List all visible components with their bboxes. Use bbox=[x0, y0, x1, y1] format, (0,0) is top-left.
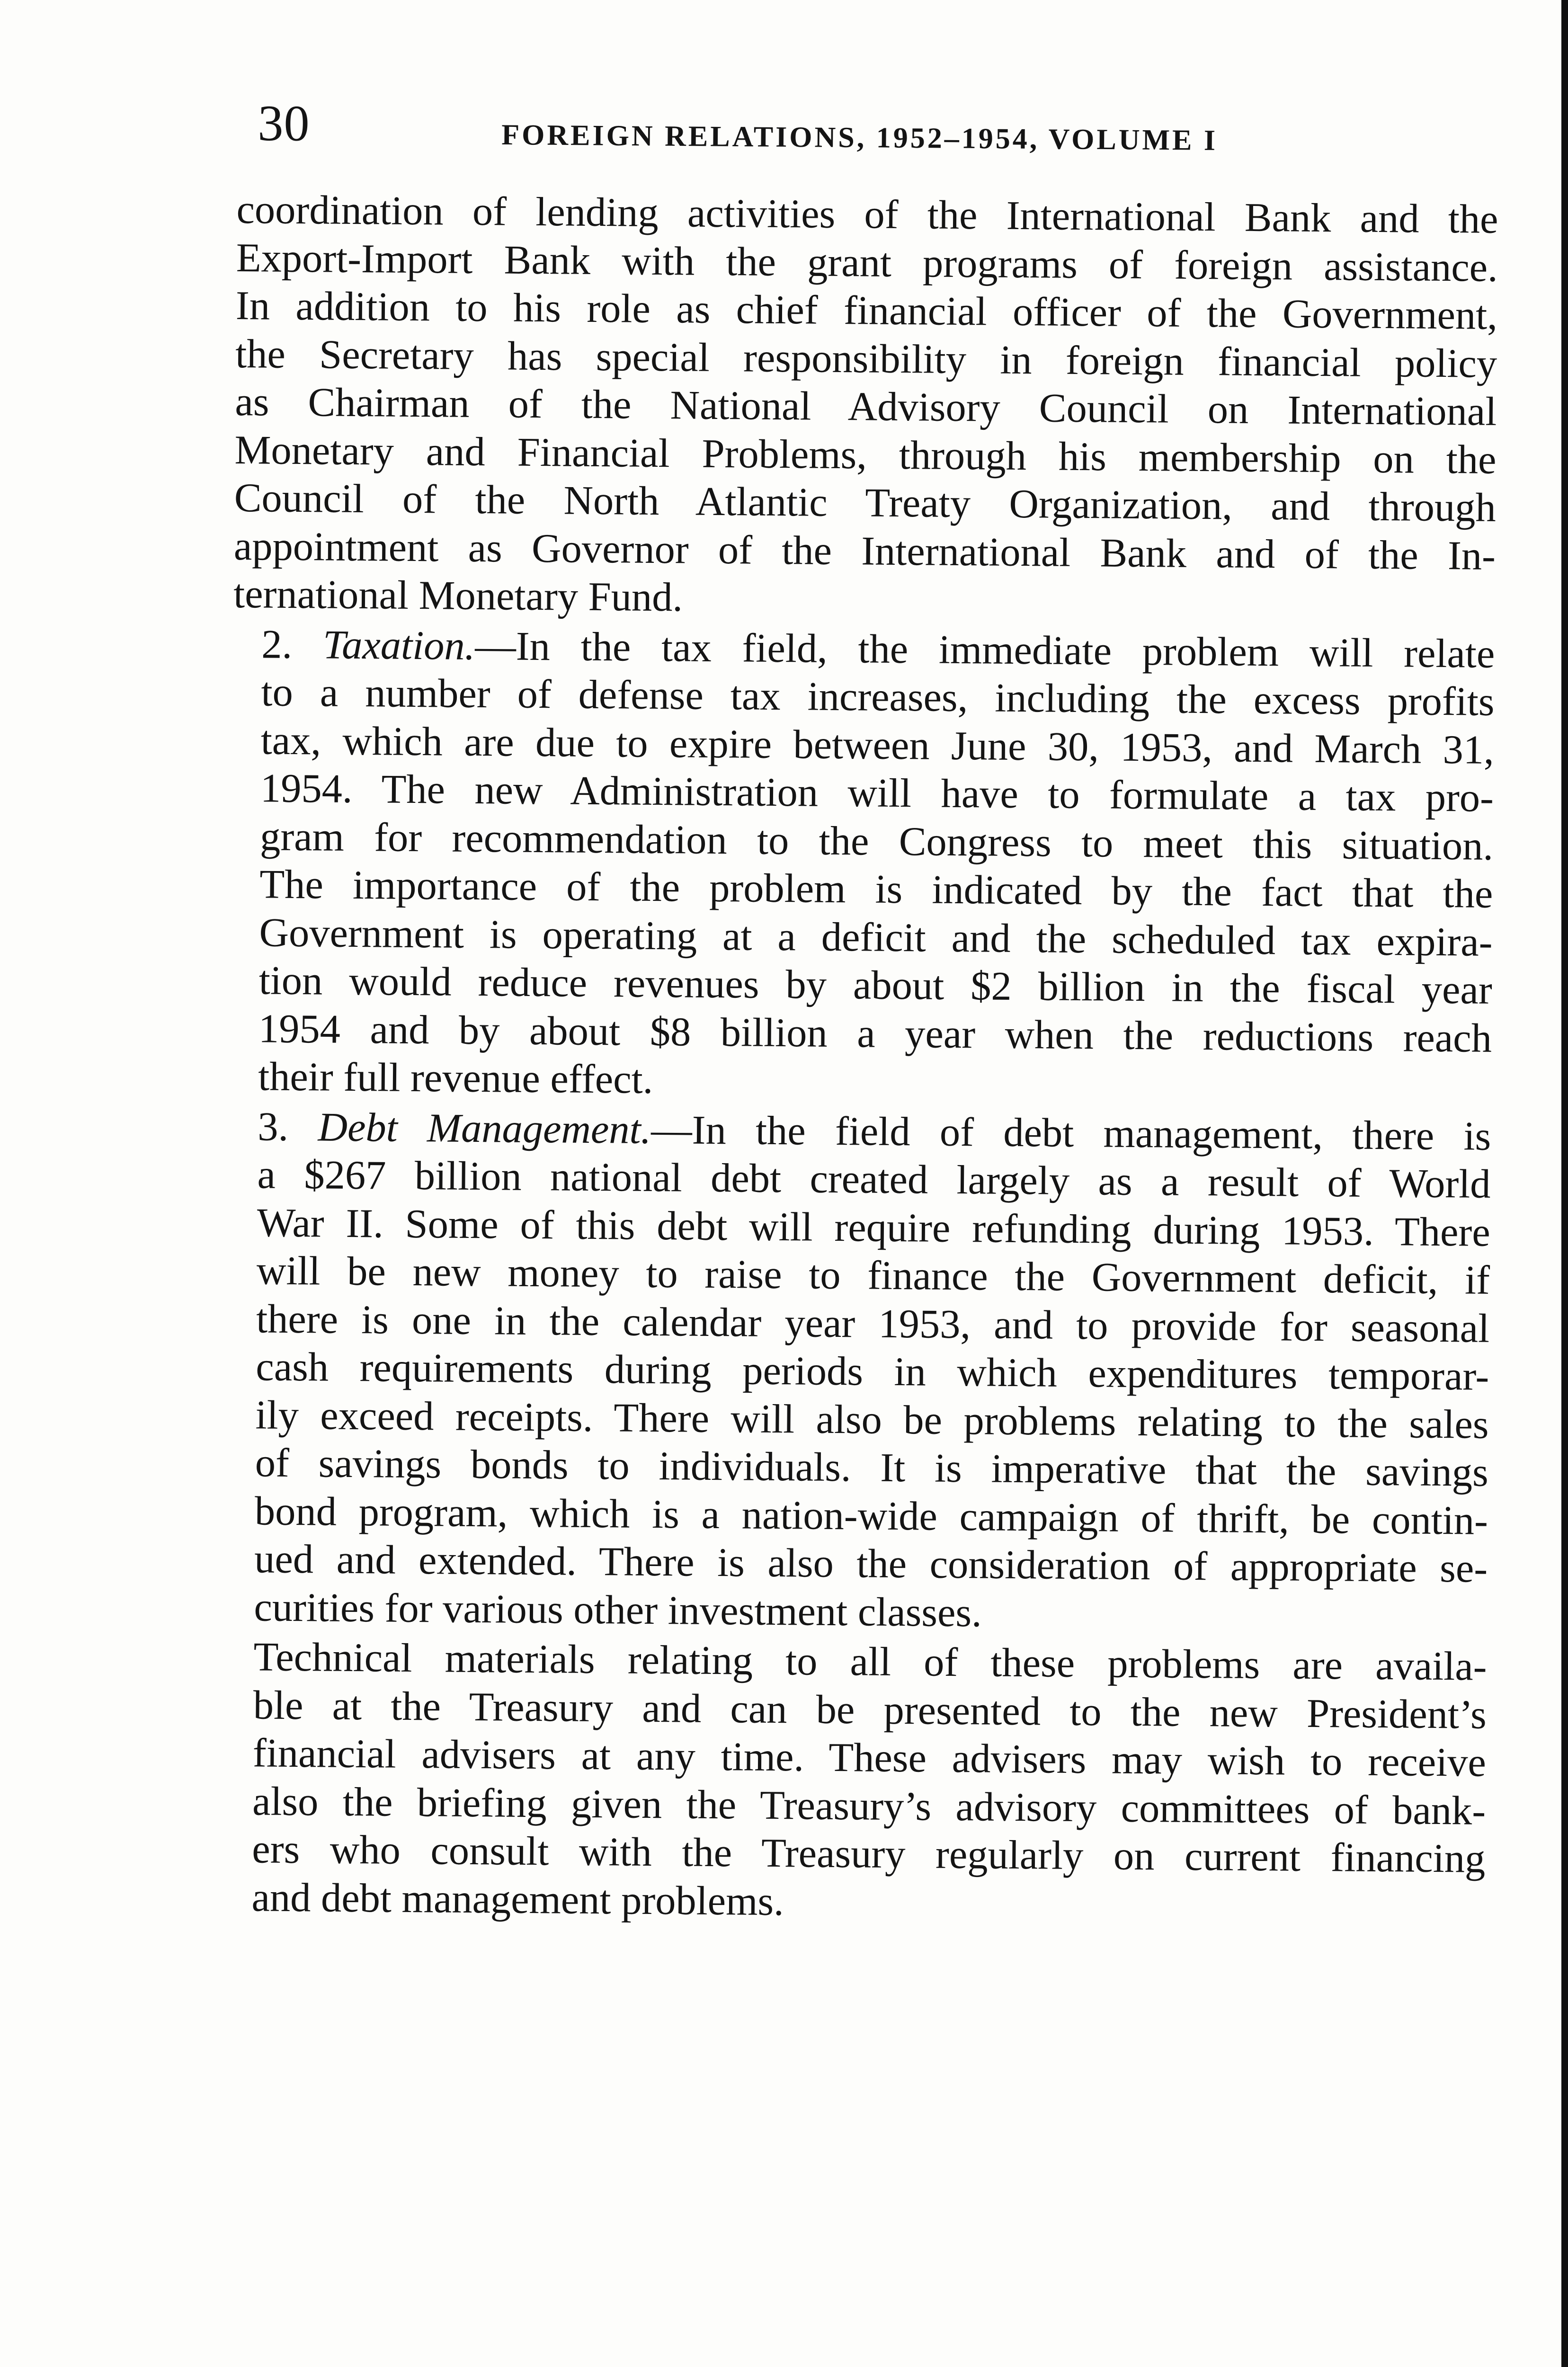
paragraph-1 bbox=[233, 186, 1498, 628]
text-line: also the briefing given the Treasury’s advisory committees of bank- bbox=[252, 1778, 1486, 1833]
running-head bbox=[258, 93, 1271, 162]
item-number: 3. bbox=[258, 1103, 289, 1149]
page-number: 30 bbox=[258, 95, 310, 152]
text-line: Council of the North Atlantic Treaty Organization, and through bbox=[234, 474, 1497, 530]
text-line: cash requirements during periods in which expenditures temporar- bbox=[256, 1344, 1489, 1399]
text-line: of savings bonds to individuals. It is imperative that the savings bbox=[255, 1440, 1489, 1495]
item-number: 2. bbox=[261, 621, 293, 667]
paragraph-taxation bbox=[230, 620, 1495, 1110]
body-text bbox=[223, 186, 1498, 1931]
text-line: as Chairman of the National Advisory Council on International bbox=[235, 378, 1497, 434]
text-line: to a number of defense tax increases, including the excess profits bbox=[261, 669, 1495, 724]
text-line: Technical materials relating to all of these problems are availa- bbox=[253, 1634, 1487, 1689]
text-line: and debt management problems. bbox=[251, 1874, 784, 1924]
text-line: ily exceed receipts. There will also be problems relating to the sales bbox=[255, 1391, 1489, 1447]
text-line: coordination of lending activities of the International Bank and the bbox=[236, 186, 1498, 242]
text-line: Government is operating at a deficit and the scheduled tax expira- bbox=[259, 909, 1493, 965]
first-line-text: —In the tax field, the immediate problem will relate bbox=[474, 623, 1495, 676]
section-title-debt-management: Debt Management. bbox=[318, 1103, 651, 1152]
text-line: Export-Import Bank with the grant programs of foreign assistance. bbox=[236, 234, 1498, 290]
text-line: ble at the Treasury and can be presented to the new President’s bbox=[253, 1682, 1487, 1737]
text-line: 1954 and by about $8 billion a year when the reductions reach bbox=[258, 1005, 1492, 1061]
paragraph-debt-management bbox=[225, 1102, 1491, 1640]
text-line: tax, which are due to expire between June 30, 1953, and March 31, bbox=[260, 717, 1495, 773]
text-line: curities for various other investment classes. bbox=[254, 1584, 982, 1635]
text-line: War II. Some of this debt will require refunding during 1953. There bbox=[257, 1199, 1491, 1255]
text-line: appointment as Governor of the International Bank and of the In- bbox=[233, 523, 1496, 578]
text-line: their full revenue effect. bbox=[258, 1053, 653, 1102]
text-line: gram for recommendation to the Congress to meet this situation. bbox=[259, 813, 1494, 869]
text-line: ued and extended. There is also the consideration of appropriate se- bbox=[254, 1536, 1488, 1591]
first-line-text: —In the field of debt management, there is bbox=[650, 1106, 1491, 1159]
text-line: a $267 billion national debt created largely as a result of World bbox=[257, 1151, 1491, 1207]
text-line: there is one in the calendar year 1953, and to provide for seasonal bbox=[256, 1295, 1490, 1351]
running-title: FOREIGN RELATIONS, 1952–1954, VOLUME I bbox=[501, 119, 1218, 157]
text-line: Monetary and Financial Problems, through his membership on the bbox=[234, 427, 1497, 482]
section-title-taxation: Taxation. bbox=[322, 621, 475, 668]
text-line: In addition to his role as chief financial officer of the Government, bbox=[235, 282, 1498, 338]
text-line: 1954. The new Administration will have to formulate a tax pro- bbox=[260, 765, 1494, 820]
text-line: ternational Monetary Fund. bbox=[233, 570, 683, 620]
paragraph-technical-materials bbox=[223, 1633, 1487, 1931]
text-line: The importance of the problem is indicated by the fact that the bbox=[259, 861, 1493, 917]
text-line: bond program, which is a nation-wide campaign of thrift, be contin- bbox=[254, 1487, 1488, 1543]
text-line: ers who consult with the Treasury regularly on current financing bbox=[252, 1826, 1486, 1881]
text-line: financial advisers at any time. These advisers may wish to receive bbox=[252, 1730, 1487, 1785]
scan-edge bbox=[1561, 0, 1568, 2367]
text-line: tion would reduce revenues by about $2 billion in the fiscal year bbox=[258, 957, 1493, 1013]
text-line: the Secretary has special responsibility in foreign financial policy bbox=[235, 330, 1497, 386]
text-line: will be new money to raise to finance the Government deficit, if bbox=[256, 1247, 1490, 1303]
